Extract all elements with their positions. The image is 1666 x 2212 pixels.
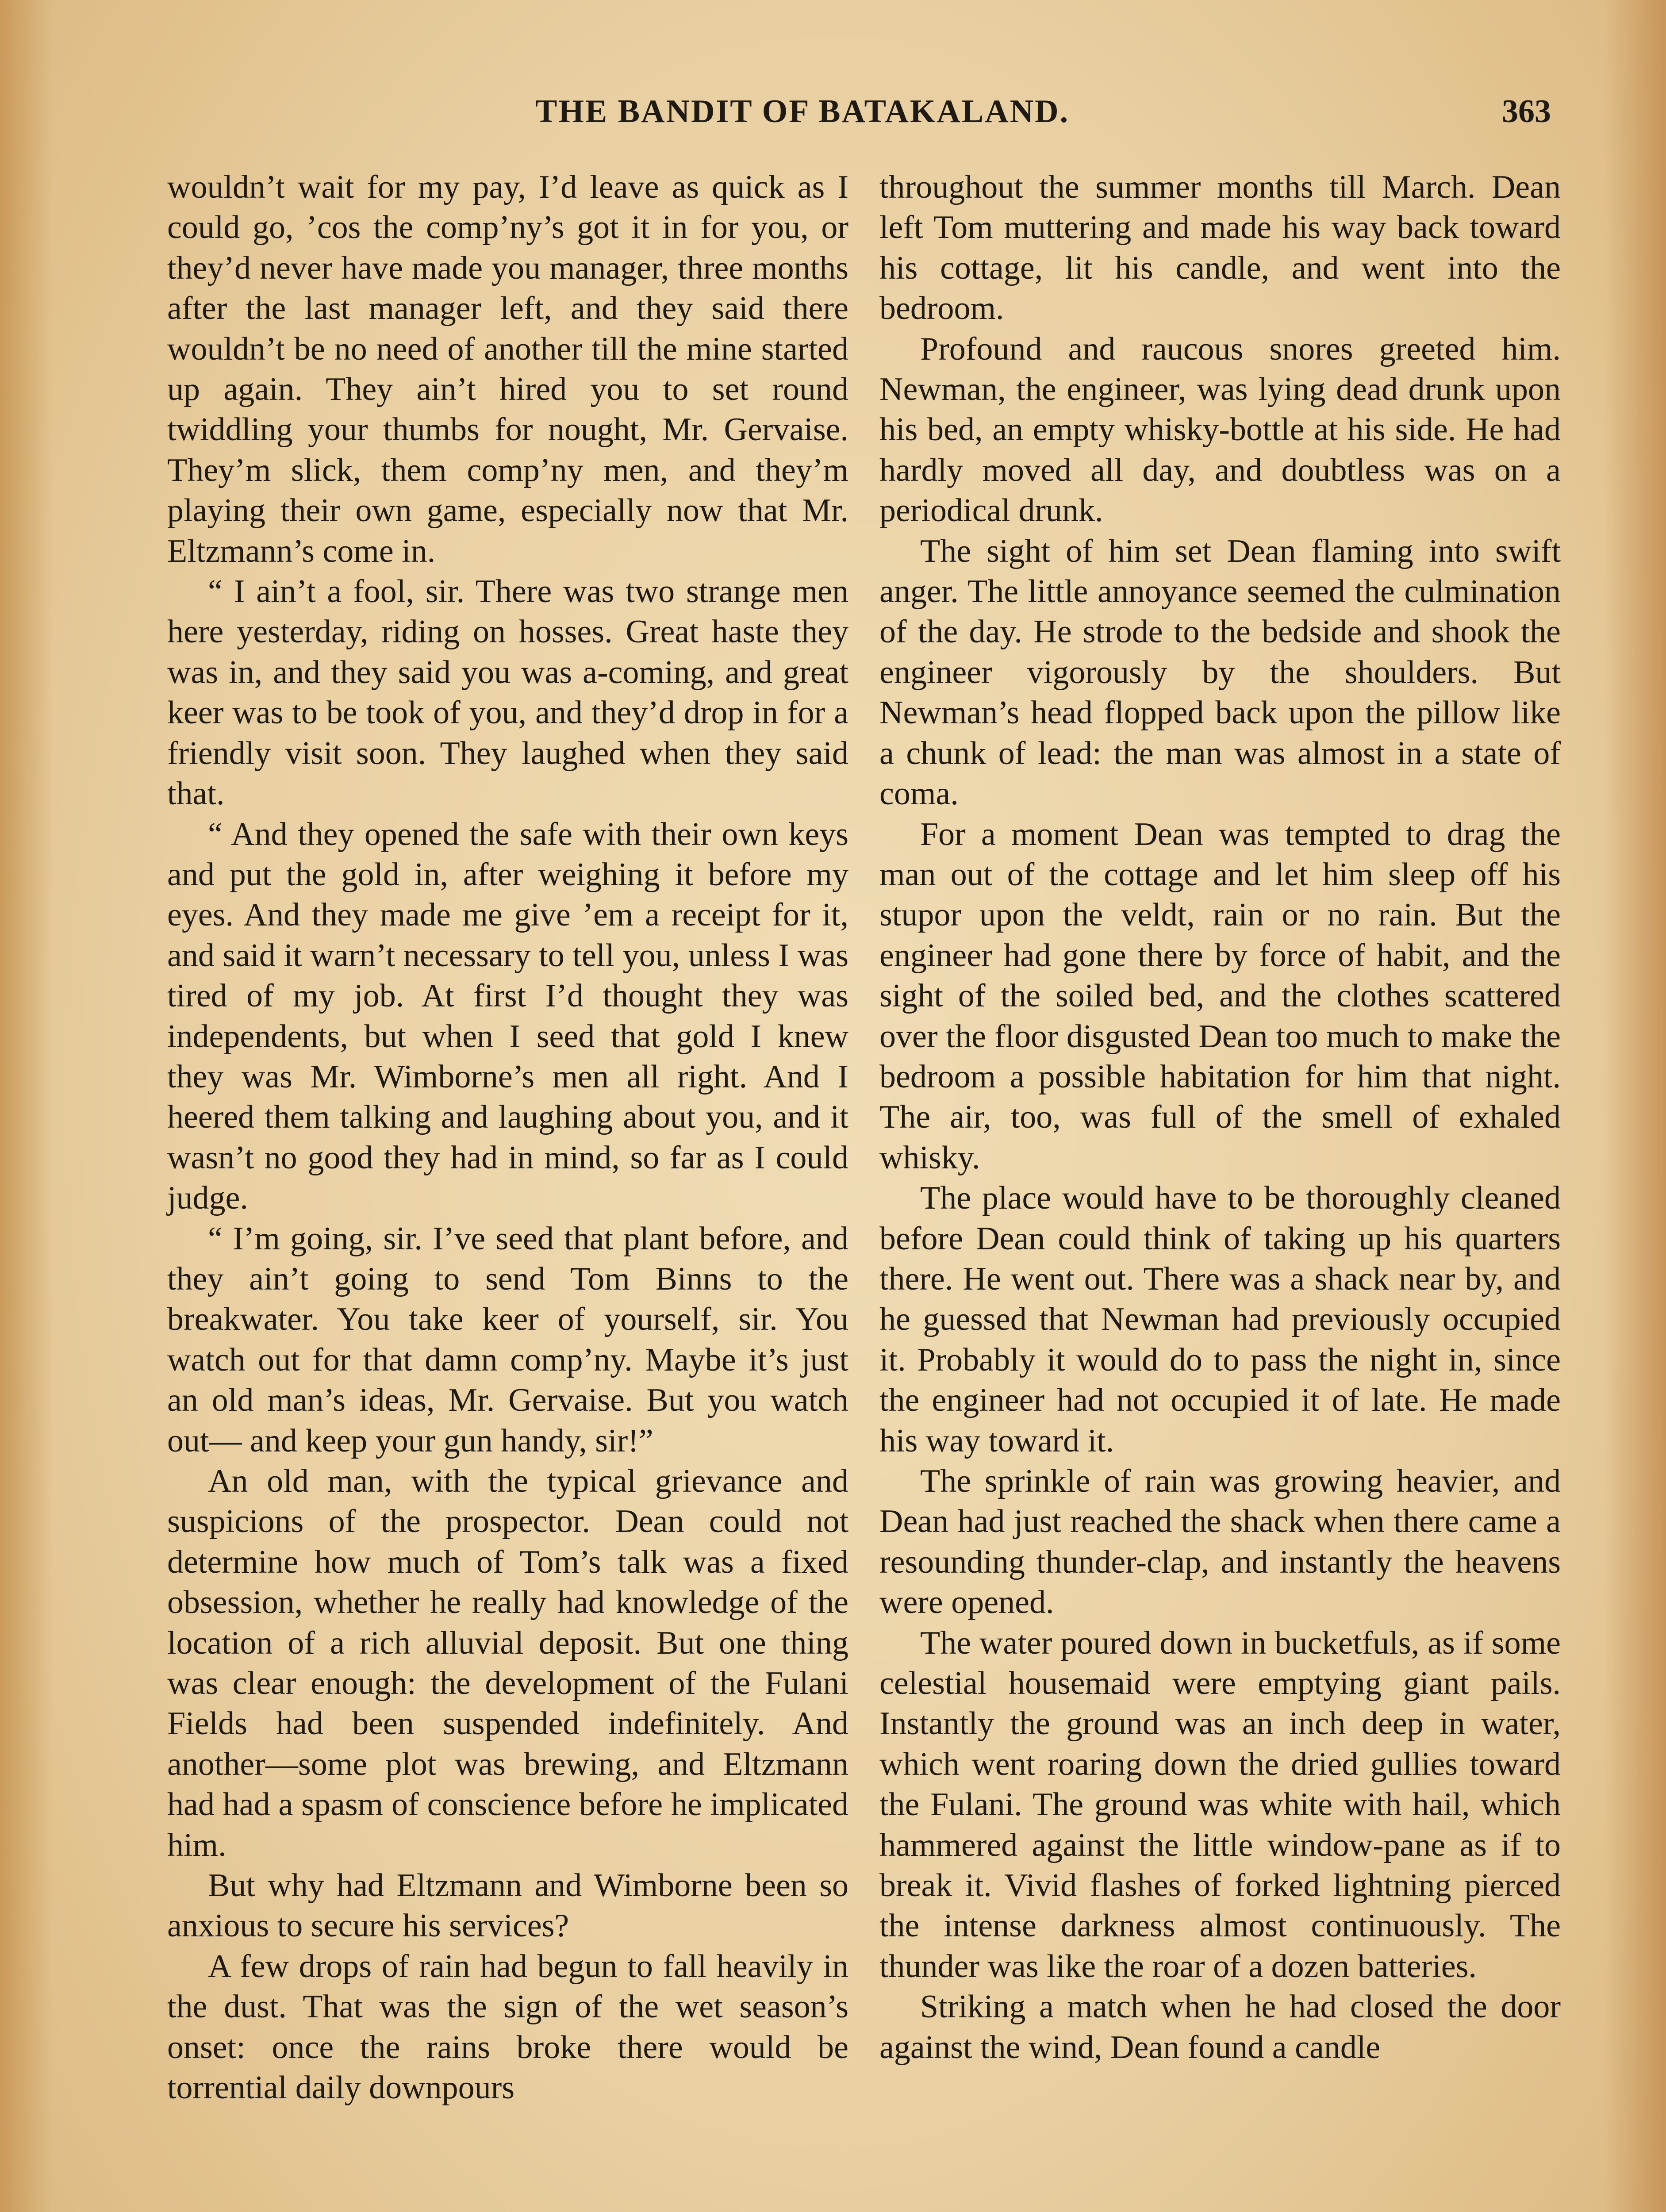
text-column-right xyxy=(879,167,1561,2068)
paragraph: “ I’m going, sir. I’ve seed that plant before, and they ain’t going to send Tom Binns to the breakwater. You take keer of yourself, sir. You watch out for that damn comp’ny. Maybe it’s just an old man’s ideas, Mr. Gervaise. But you watch out— and keep your gun handy, sir!” xyxy=(167,1220,848,1459)
paragraph: “ And they opened the safe with their own keys and put the gold in, after weighing it before my eyes. And they made me give ’em a receipt for it, and said it warn’t necessary to tell you, unless I was tired of my job. At first I’d thought they was independents, but when I seed that gold I knew they was Mr. Wimborne’s men all right. And I heered them talking and laughing about you, and it wasn’t no good they had in mind, so far as I could judge. xyxy=(167,816,848,1217)
paragraph: A few drops of rain had begun to fall heavily in the dust. That was the sign of the wet season’s onset: once the rains broke there would be torrential daily downpours xyxy=(167,1948,848,2106)
paragraph: The sight of him set Dean flaming into swift anger. The little annoyance seemed the culmination of the day. He strode to the bedside and shook the engineer vigorously by the shoulders. But Newman’s head flopped back upon the pillow like a chunk of lead: the man was almost in a state of coma. xyxy=(879,533,1561,812)
paragraph: The water poured down in bucketfuls, as if some celestial housemaid were emptying giant pails. Instantly the ground was an inch deep in water, which went roaring down the dried gullies toward the Fulani. The ground was white with hail, which hammered against the little window-pane as if to break it. Vivid flashes of forked lightning pierced the intense darkness almost continuously. The thunder was like the roar of a dozen batteries. xyxy=(879,1624,1561,1985)
paragraph: The place would have to be thoroughly cleaned before Dean could think of taking up his quarters there. He went out. There was a shack near by, and he guessed that Newman had previously occupied it. Probably it would do to pass the night in, since the engineer had not occupied it of late. He made his way toward it. xyxy=(879,1180,1561,1459)
paragraph: “ I ain’t a fool, sir. There was two strange men here yesterday, riding on hosses. Great haste they was in, and they said you was a-coming, and great keer was to be took of you, and they’d drop in for a friendly visit soon. They laughed when they said that. xyxy=(167,573,848,812)
text-column-left xyxy=(167,167,848,2108)
paragraph: The sprinkle of rain was growing heavier, and Dean had just reached the shack when there came a resounding thunder-clap, and instantly the heavens were opened. xyxy=(879,1463,1561,1621)
paragraph: throughout the summer months till March. Dean left Tom muttering and made his way back toward his cottage, lit his candle, and went into the bedroom. xyxy=(879,169,1561,327)
page-edge-shadow-right xyxy=(1604,0,1666,2212)
page-header xyxy=(168,84,1551,146)
paragraph: Striking a match when he had closed the door against the wind, Dean found a candle xyxy=(879,1989,1561,2066)
running-title: THE BANDIT OF BATAKALAND. xyxy=(535,93,1070,130)
paragraph: But why had Eltzmann and Wimborne been so anxious to secure his services? xyxy=(167,1867,848,1944)
paragraph: For a moment Dean was tempted to drag the man out of the cottage and let him sleep off his stupor upon the veldt, rain or no rain. But the engineer had gone there by force of habit, and the sight of the soiled bed, and the clothes scattered over the floor disgusted Dean too much to make the bedroom a possible habitation for him that night. The air, too, was full of the smell of exhaled whisky. xyxy=(879,816,1561,1176)
paragraph: An old man, with the typical grievance and suspicions of the prospector. Dean could not determine how much of Tom’s talk was a fixed obsession, whether he really had knowledge of the location of a rich alluvial deposit. But one thing was clear enough: the development of the Fulani Fields had been suspended indefinitely. And another—some plot was brewing, and Eltzmann had had a spasm of conscience before he implicated him. xyxy=(167,1463,848,1863)
paragraph: wouldn’t wait for my pay, I’d leave as quick as I could go, ’cos the comp’ny’s got it in for you, or they’d never have made you manager, three months after the last manager left, and they said there wouldn’t be no need of another till the mine started up again. They ain’t hired you to set round twiddling your thumbs for nought, Mr. Gervaise. They’m slick, them comp’ny men, and they’m playing their own game, especially now that Mr. Eltzmann’s come in. xyxy=(167,169,848,569)
page-edge-shadow-left xyxy=(0,0,53,2212)
paragraph: Profound and raucous snores greeted him. Newman, the engineer, was lying dead drunk upon his bed, an empty whisky-bottle at his side. He had hardly moved all day, and doubtless was on a periodical drunk. xyxy=(879,330,1561,529)
page-number: 363 xyxy=(1502,93,1551,130)
